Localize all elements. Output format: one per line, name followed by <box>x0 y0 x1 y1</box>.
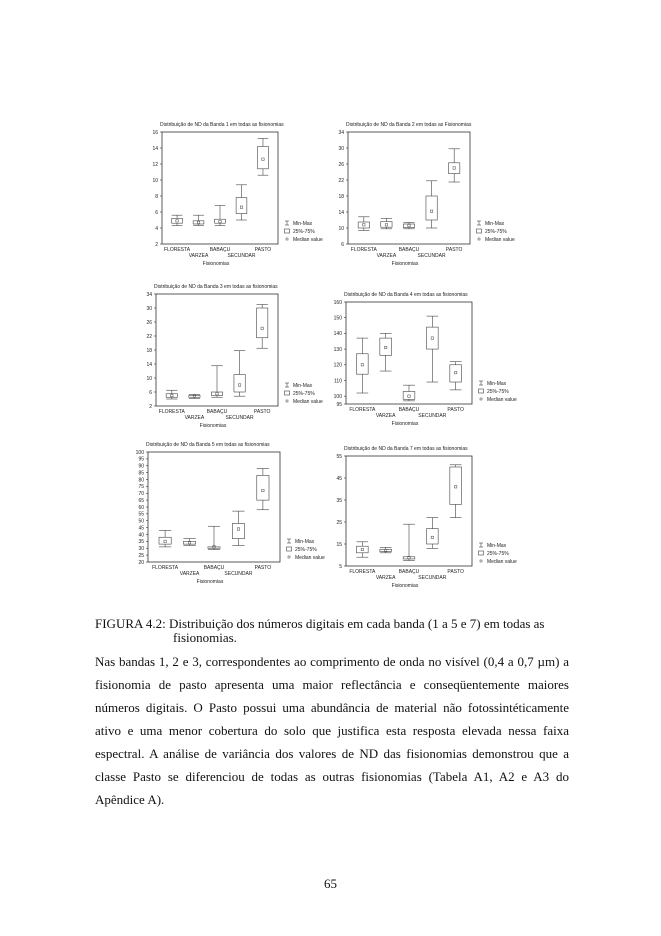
legend-median-symbol <box>286 400 288 402</box>
chart-title: Distribuição de ND da Banda 4 em todas as fisionomias <box>344 292 468 298</box>
box-secundar <box>236 185 247 220</box>
legend-label: 25%-75% <box>487 389 509 395</box>
y-tick-label: 2 <box>149 403 152 410</box>
legend-label: 25%-75% <box>293 229 315 235</box>
legend-median-symbol <box>288 556 290 558</box>
box-varzea <box>189 394 200 398</box>
y-tick-label: 130 <box>333 346 342 353</box>
category-label: BABAÇU <box>203 565 225 571</box>
category-label: SECUNDAR <box>418 575 447 581</box>
y-tick-label: 34 <box>338 129 344 136</box>
boxplot-svg <box>135 436 328 596</box>
y-tick-label: 85 <box>138 470 144 477</box>
legend-label: Min-Max <box>295 539 315 545</box>
legend-median-symbol <box>480 560 482 562</box>
legend-label: Median value <box>487 397 517 403</box>
x-axis-title: Fisionomias <box>391 583 419 589</box>
legend-label: Median value <box>293 399 323 405</box>
box-babaçu <box>211 366 222 398</box>
y-tick-label: 35 <box>336 497 342 504</box>
box-floresta <box>166 390 177 399</box>
x-axis-title: Fisionomias <box>199 423 227 429</box>
box-pasto <box>450 362 462 390</box>
boxplot-panel-2 <box>338 112 528 280</box>
category-label: VARZEA <box>375 413 396 419</box>
category-label: PASTO <box>254 565 272 571</box>
y-tick-label: 8 <box>155 193 158 200</box>
y-tick-label: 70 <box>138 491 144 498</box>
category-label: PASTO <box>254 247 272 253</box>
iqr-box <box>189 396 200 398</box>
category-label: SECUNDAR <box>418 413 447 419</box>
category-label: BABAÇU <box>206 409 228 415</box>
boxplot-svg <box>138 112 328 280</box>
y-tick-label: 80 <box>138 477 144 484</box>
category-label: PASTO <box>447 569 464 575</box>
box-floresta <box>358 217 369 231</box>
iqr-box <box>381 222 392 228</box>
y-tick-label: 95 <box>336 401 342 408</box>
x-axis-title: Fisionomias <box>391 261 419 267</box>
chart-title: Distribuição de ND da Banda 3 em todas as fisionomias <box>154 284 278 290</box>
y-tick-label: 55 <box>336 453 342 460</box>
legend-label: Min-Max <box>293 383 313 389</box>
y-tick-label: 4 <box>155 225 158 232</box>
y-tick-label: 100 <box>333 393 342 400</box>
y-tick-label: 15 <box>336 541 342 548</box>
y-tick-label: 14 <box>146 361 152 368</box>
category-label: FLORESTA <box>349 407 376 413</box>
iqr-box <box>427 327 439 349</box>
legend-label: 25%-75% <box>485 229 507 235</box>
y-tick-label: 6 <box>341 241 344 248</box>
legend-label: Median value <box>485 237 515 243</box>
category-label: VARZEA <box>184 415 205 421</box>
boxplot-panel-3 <box>138 284 328 436</box>
category-label: BABAÇU <box>209 247 231 253</box>
y-tick-label: 10 <box>338 225 344 232</box>
y-tick-label: 65 <box>138 497 144 504</box>
category-label: SECUNDAR <box>227 253 256 259</box>
y-tick-label: 75 <box>138 484 144 491</box>
y-tick-label: 60 <box>138 504 144 511</box>
y-tick-label: 25 <box>336 519 342 526</box>
category-label: FLORESTA <box>350 247 377 253</box>
y-tick-label: 45 <box>336 475 342 482</box>
body-paragraph: Nas bandas 1, 2 e 3, correspondentes ao comprimento de onda no visível (0,4 a 0,7 µm) a fisionomia de pasto apresenta uma maior reflectância e conseqüentemente maiores números digitais. O Pasto possui uma abundância de material não fotossintéticamente ativo e uma menor cobertura do solo que justifica esta resposta elevada nessa faixa espectral. A análise de variância dos valores de ND das fisionomias demonstrou que a classe Pasto se diferenciou de todas as outras fisionomias (Tabela A1, A2 e A3 do Apêndice A). <box>95 654 569 807</box>
legend-iqr-symbol <box>285 391 290 395</box>
boxplot-svg <box>138 284 328 436</box>
box-pasto <box>450 465 462 518</box>
iqr-box <box>449 163 460 174</box>
figure-caption <box>95 617 575 645</box>
box-pasto <box>449 149 460 182</box>
box-secundar <box>232 511 244 545</box>
box-secundar <box>427 316 439 382</box>
iqr-box <box>234 375 245 393</box>
y-tick-label: 30 <box>338 145 344 152</box>
category-label: SECUNDAR <box>417 253 446 259</box>
legend-label: Median value <box>295 555 325 561</box>
y-tick-label: 18 <box>146 347 152 354</box>
y-tick-label: 55 <box>138 511 144 518</box>
category-label: SECUNDAR <box>224 571 253 577</box>
iqr-box <box>426 196 437 220</box>
y-tick-label: 26 <box>338 161 344 168</box>
legend-iqr-symbol <box>479 551 484 555</box>
boxplot-panel-5 <box>135 436 328 596</box>
y-tick-label: 20 <box>138 559 144 566</box>
category-label: PASTO <box>253 409 271 415</box>
boxplot-panel-1 <box>138 112 328 280</box>
y-tick-label: 140 <box>333 331 342 338</box>
y-tick-label: 18 <box>338 193 344 200</box>
legend-label: Min-Max <box>485 221 505 227</box>
chart-title: Distribuição de ND da Banda 1 em todas as fisionomias <box>160 122 284 128</box>
legend-label: Min-Max <box>487 381 507 387</box>
box-babaçu <box>208 526 220 549</box>
boxplot-svg <box>338 436 528 596</box>
legend-label: 25%-75% <box>487 551 509 557</box>
boxplot-panel-4 <box>333 284 528 436</box>
y-tick-label: 10 <box>146 375 152 382</box>
y-tick-label: 5 <box>339 563 342 570</box>
iqr-box <box>450 365 462 382</box>
category-label: VARZEA <box>188 253 209 259</box>
x-axis-title: Fisionomias <box>202 261 230 267</box>
page-number: 65 <box>324 876 337 891</box>
box-pasto <box>257 305 268 349</box>
y-tick-label: 110 <box>334 378 342 385</box>
y-tick-label: 50 <box>138 518 144 525</box>
legend-median-symbol <box>478 238 480 240</box>
y-tick-label: 6 <box>149 389 152 396</box>
category-label: BABAÇU <box>398 407 420 413</box>
y-tick-label: 45 <box>138 525 144 532</box>
iqr-box <box>358 222 369 228</box>
box-varzea <box>380 547 392 553</box>
category-label: BABAÇU <box>398 247 420 253</box>
y-tick-label: 100 <box>135 449 144 456</box>
legend-iqr-symbol <box>477 229 482 233</box>
iqr-box <box>380 338 392 355</box>
boxplot-svg <box>338 112 528 280</box>
box-floresta <box>357 338 369 393</box>
box-floresta <box>357 542 369 557</box>
y-tick-label: 14 <box>152 145 158 152</box>
boxplot-svg <box>333 284 528 436</box>
y-tick-label: 95 <box>138 456 144 463</box>
category-label: VARZEA <box>179 571 200 577</box>
iqr-box <box>357 546 369 553</box>
chart-title: Distribuição de ND da Banda 5 em todas as fisionomias <box>146 442 270 448</box>
box-varzea <box>380 333 392 371</box>
category-label: VARZEA <box>376 253 397 259</box>
iqr-box <box>357 354 369 374</box>
y-tick-label: 16 <box>152 129 158 136</box>
caption-line-2: fisionomias. <box>173 630 237 645</box>
box-pasto <box>258 138 269 175</box>
iqr-box <box>257 475 269 500</box>
legend-label: Min-Max <box>487 543 507 549</box>
category-label: FLORESTA <box>164 247 191 253</box>
boxplot-panel-6 <box>338 436 528 596</box>
y-tick-label: 22 <box>146 333 152 340</box>
iqr-box <box>172 218 183 223</box>
box-babaçu <box>403 222 414 228</box>
legend-label: 25%-75% <box>295 547 317 553</box>
chart-title: Distribuição de ND da Banda 2 em todas as Fisionomias <box>346 122 472 128</box>
y-tick-label: 150 <box>333 315 342 322</box>
box-varzea <box>183 539 195 546</box>
box-floresta <box>172 215 183 225</box>
y-tick-label: 14 <box>338 209 344 216</box>
y-tick-label: 30 <box>138 546 144 553</box>
category-label: PASTO <box>447 407 464 413</box>
legend-iqr-symbol <box>285 229 290 233</box>
y-tick-label: 12 <box>152 161 158 168</box>
iqr-box <box>257 308 268 338</box>
iqr-box <box>236 198 247 214</box>
legend-label: Min-Max <box>293 221 313 227</box>
y-tick-label: 2 <box>155 241 158 248</box>
y-tick-label: 26 <box>146 319 152 326</box>
x-axis-title: Fisionomias <box>391 421 419 427</box>
box-babaçu <box>215 206 226 226</box>
box-varzea <box>381 218 392 228</box>
category-label: SECUNDAR <box>225 415 254 421</box>
legend-iqr-symbol <box>479 389 484 393</box>
legend-median-symbol <box>286 238 288 240</box>
x-axis-title: Fisionomias <box>196 579 224 585</box>
box-floresta <box>159 530 171 547</box>
y-tick-label: 34 <box>146 291 152 298</box>
category-label: PASTO <box>445 247 463 253</box>
iqr-box <box>159 537 171 544</box>
iqr-box <box>258 146 269 168</box>
legend-label: Median value <box>487 559 517 565</box>
y-tick-label: 120 <box>333 362 342 369</box>
y-tick-label: 35 <box>138 539 144 546</box>
box-secundar <box>426 181 437 228</box>
y-tick-label: 10 <box>152 177 158 184</box>
category-label: BABAÇU <box>398 569 420 575</box>
category-label: FLORESTA <box>349 569 376 575</box>
legend-label: 25%-75% <box>293 391 315 397</box>
y-tick-label: 25 <box>138 552 144 559</box>
category-label: FLORESTA <box>158 409 185 415</box>
category-label: VARZEA <box>375 575 396 581</box>
y-tick-label: 22 <box>338 177 344 184</box>
box-pasto <box>257 469 269 510</box>
chart-title: Distribuição de ND da Banda 7 em todas as fisionomias <box>344 446 468 452</box>
box-secundar <box>234 351 245 397</box>
legend-median-symbol <box>480 398 482 400</box>
caption-line-1: FIGURA 4.2: Distribuição dos números digitais em cada banda (1 a 5 e 7) em todas as <box>95 616 545 631</box>
box-babaçu <box>403 385 415 401</box>
legend-label: Median value <box>293 237 323 243</box>
iqr-box <box>232 524 244 539</box>
y-tick-label: 90 <box>138 463 144 470</box>
y-tick-label: 6 <box>155 209 158 216</box>
y-tick-label: 160 <box>333 299 342 306</box>
iqr-box <box>403 391 415 399</box>
box-secundar <box>427 518 439 549</box>
box-babaçu <box>403 524 415 560</box>
y-tick-label: 40 <box>138 532 144 539</box>
y-tick-label: 30 <box>146 305 152 312</box>
legend-iqr-symbol <box>287 547 292 551</box>
category-label: FLORESTA <box>152 565 179 571</box>
box-varzea <box>193 215 204 225</box>
